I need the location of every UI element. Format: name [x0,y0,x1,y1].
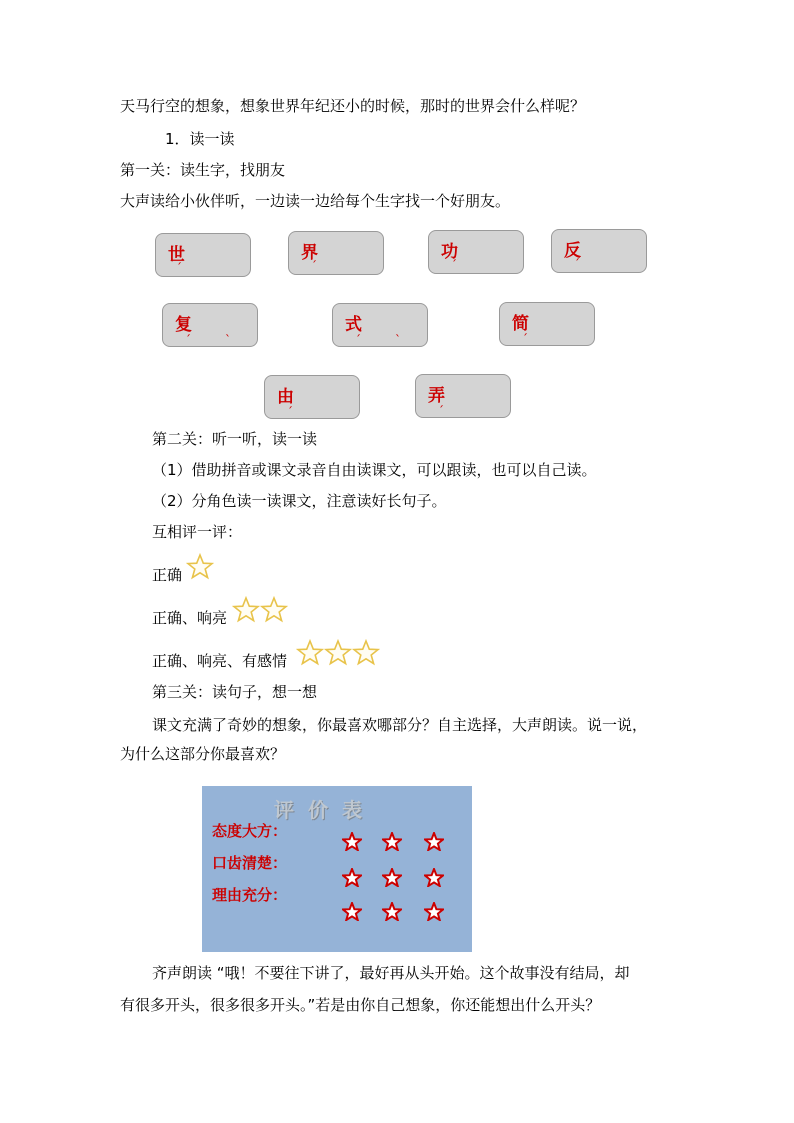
card-char: 复 [175,315,192,335]
rating-stars-3 [296,639,380,667]
star-icon [342,832,362,851]
star-outline-icon [260,596,288,623]
star-outline-icon [232,596,260,623]
tone-mark: ˊ [574,257,580,271]
char-card-you [264,375,360,419]
intro-text: 天马行空的想象，想象世界年纪还小的时候，那时的世界会什么样呢？ [120,97,586,115]
level1-title: 第一关：读生字，找朋友 [120,161,286,179]
star-icon [424,902,444,921]
card-char: 界 [301,243,318,263]
level1-instruction: 大声读给小伙伴听，一边读一边给每个生字找一个好朋友。 [120,192,511,210]
char-card-nong [415,374,511,418]
tone-mark: ˊ [185,333,191,347]
rating-label-2: 正确、响亮 [152,609,228,627]
criterion-attitude: 态度大方： [212,822,288,840]
level3-paragraph-line2: 为什么这部分你最喜欢？ [120,745,286,763]
rating-stars-2 [232,596,288,624]
char-card-shi2 [332,303,428,347]
card-char: 反 [564,241,581,261]
level3-title: 第三关：读句子，想一想 [152,683,318,701]
char-card-gong [428,230,524,274]
star-icon [382,832,402,851]
star-outline-icon [296,639,324,666]
rating-label-1: 正确 [152,566,183,584]
char-card-jie [288,231,384,275]
star-outline-icon [352,639,380,666]
star-outline-icon [186,553,214,580]
tone-mark: ˊ [451,258,457,272]
tone-mark: ˋ [395,333,401,347]
char-card-shi [155,233,251,277]
tone-mark: ˊ [522,332,528,346]
criterion-reasons: 理由充分： [212,886,288,904]
card-char: 简 [512,314,529,334]
star-icon [342,868,362,887]
card-char: 由 [277,387,294,407]
star-icon [342,902,362,921]
card-char: 弄 [428,386,445,406]
star-outline-icon [324,639,352,666]
tone-mark: ˊ [287,405,293,419]
section-title: 1．读一读 [165,130,235,148]
star-icon [424,868,444,887]
evaluation-table [202,786,472,952]
star-icon [382,902,402,921]
closing-line1: 齐声朗读 “哦！不要往下讲了，最好再从头开始。这个故事没有结局，却 [152,964,630,982]
star-icon [382,868,402,887]
rating-stars-1 [186,553,214,581]
card-char: 功 [441,242,458,262]
star-icon [424,832,444,851]
level2-item2: （2）分角色读一读课文，注意读好长句子。 [152,492,447,510]
char-card-jian [499,302,595,346]
tone-mark: ˋ [225,333,231,347]
card-char: 式 [345,315,362,335]
card-char: 世 [168,245,185,265]
tone-mark: ˊ [311,259,317,273]
tone-mark: ˊ [438,404,444,418]
level2-item1: （1）借助拼音或课文录音自由读课文，可以跟读，也可以自己读。 [152,461,597,479]
char-card-fan [551,229,647,273]
char-card-fu [162,303,258,347]
tone-mark: ˊ [355,333,361,347]
level2-title: 第二关：听一听，读一读 [152,430,318,448]
criterion-pronunciation: 口齿清楚： [212,854,288,872]
rating-label-3: 正确、响亮、有感情 [152,652,288,670]
peer-review-label: 互相评一评： [152,523,243,541]
closing-line2: 有很多开头，很多很多开头。”若是由你自己想象，你还能想出什么开头？ [120,996,601,1014]
level3-paragraph-line1: 课文充满了奇妙的想象，你最喜欢哪部分？自主选择，大声朗读。说一说， [152,716,648,734]
evaluation-table-title: 评价表 [274,798,376,822]
tone-mark: ˊ [176,261,182,275]
